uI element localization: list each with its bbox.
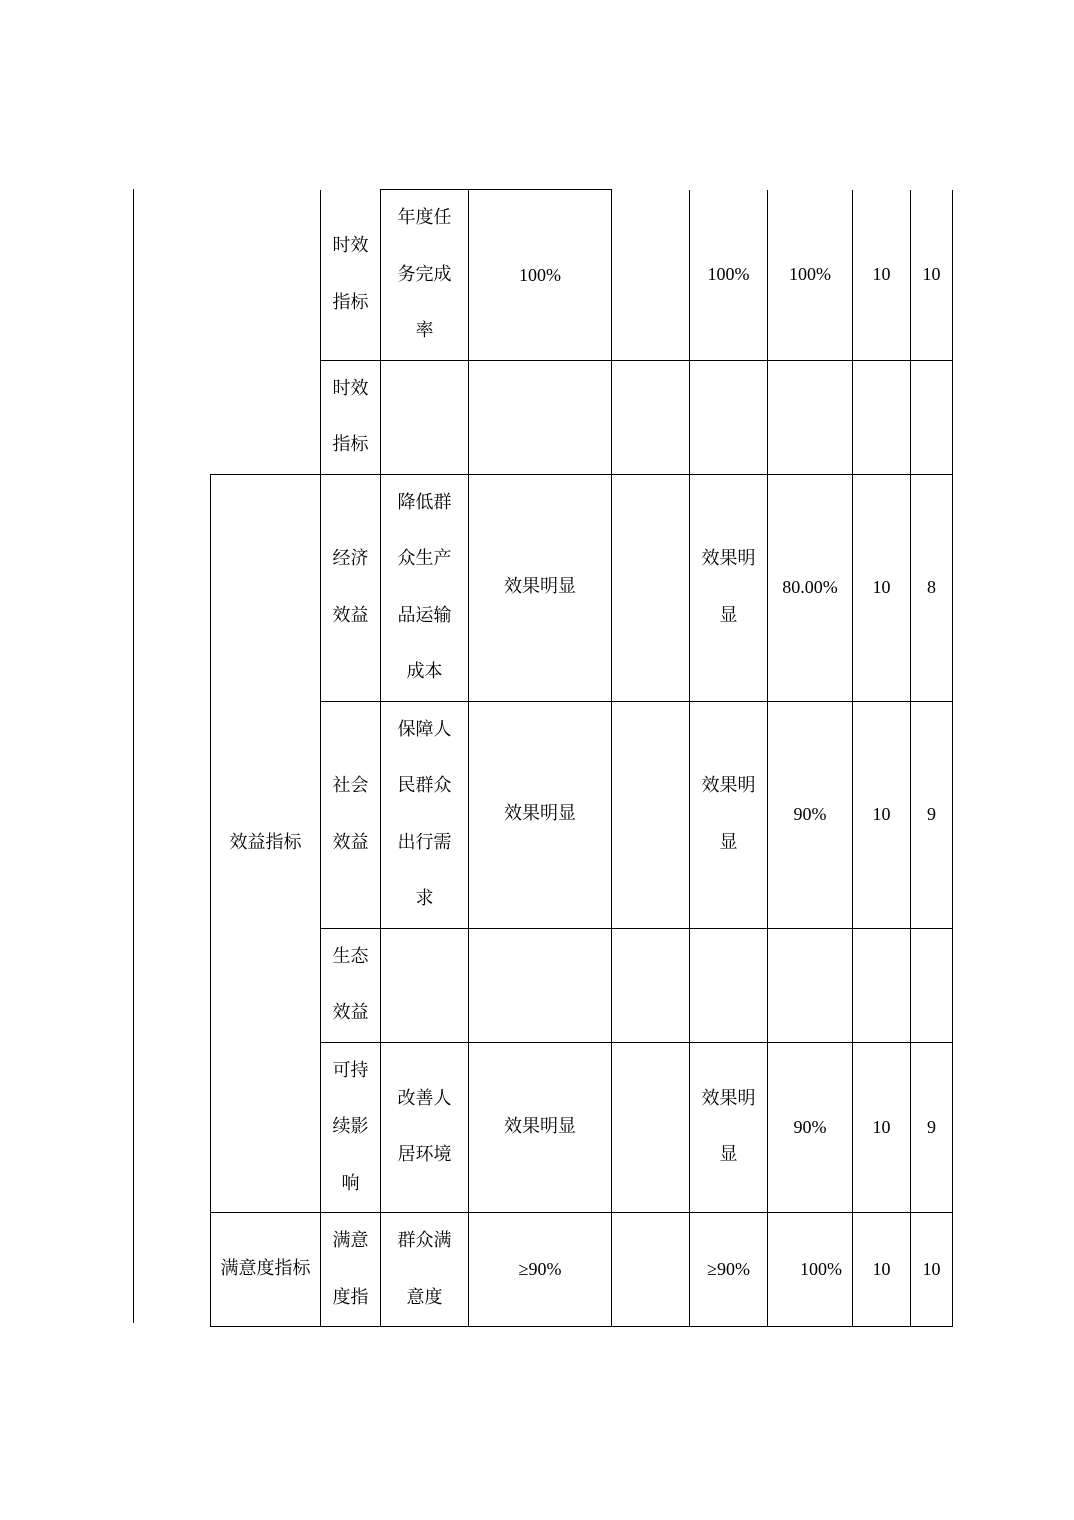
- score-cell: 10: [911, 1213, 953, 1327]
- blank-cell: [612, 1042, 690, 1213]
- target-value-cell: 效果明显: [469, 1042, 612, 1213]
- actual-value-cell: 效果明显: [690, 474, 768, 701]
- score-cell: 9: [911, 1042, 953, 1213]
- weight-cell: 10: [853, 1042, 911, 1213]
- blank-cell: [612, 928, 690, 1042]
- indicator-cell: 群众满意度: [381, 1213, 469, 1327]
- completion-rate-cell: 90%: [768, 701, 853, 928]
- subcategory-cell: 满意度指: [321, 1213, 381, 1327]
- subcategory-cell: 时效指标: [321, 190, 381, 361]
- weight-cell: 10: [853, 1213, 911, 1327]
- left-margin-line: [133, 189, 134, 1323]
- actual-value-cell: 效果明显: [690, 701, 768, 928]
- subcategory-cell: 生态效益: [321, 928, 381, 1042]
- score-cell: 9: [911, 701, 953, 928]
- weight-cell: 10: [853, 474, 911, 701]
- actual-value-cell: 效果明显: [690, 1042, 768, 1213]
- category-cell-empty: [211, 190, 321, 475]
- target-value-cell: [469, 928, 612, 1042]
- table-row: [211, 360, 953, 474]
- subcategory-cell: 时效指标: [321, 360, 381, 474]
- score-cell: 10: [911, 190, 953, 361]
- subcategory-cell: 经济效益: [321, 474, 381, 701]
- score-cell: 8: [911, 474, 953, 701]
- indicator-cell: 年度任务完成率: [381, 190, 469, 361]
- completion-rate-cell: [768, 360, 853, 474]
- completion-rate-cell: [768, 928, 853, 1042]
- actual-value-cell: [690, 360, 768, 474]
- score-cell: [911, 360, 953, 474]
- blank-cell: [612, 360, 690, 474]
- subcategory-cell: 社会效益: [321, 701, 381, 928]
- score-cell: [911, 928, 953, 1042]
- target-value-cell: 100%: [469, 190, 612, 361]
- table-row: [211, 1042, 953, 1213]
- indicator-cell: 降低群众生产品运输成本: [381, 474, 469, 701]
- blank-cell: [612, 1213, 690, 1327]
- target-value-cell: ≥90%: [469, 1213, 612, 1327]
- table-row: [211, 928, 953, 1042]
- completion-rate-cell: 100%: [768, 1213, 853, 1327]
- target-value-cell: [469, 360, 612, 474]
- weight-cell: 10: [853, 701, 911, 928]
- indicator-cell: [381, 360, 469, 474]
- weight-cell: [853, 360, 911, 474]
- indicator-cell: [381, 928, 469, 1042]
- table-row: [211, 1213, 953, 1327]
- blank-cell: [612, 701, 690, 928]
- actual-value-cell: [690, 928, 768, 1042]
- category-cell: 满意度指标: [211, 1213, 321, 1327]
- category-cell: 效益指标: [211, 474, 321, 1213]
- target-value-cell: 效果明显: [469, 474, 612, 701]
- weight-cell: 10: [853, 190, 911, 361]
- indicator-cell: 改善人居环境: [381, 1042, 469, 1213]
- blank-cell: [612, 190, 690, 361]
- blank-cell: [612, 474, 690, 701]
- actual-value-cell: ≥90%: [690, 1213, 768, 1327]
- completion-rate-cell: 100%: [768, 190, 853, 361]
- table-row: [211, 190, 953, 361]
- indicator-cell: 保障人民群众出行需求: [381, 701, 469, 928]
- table-row: [211, 701, 953, 928]
- table-row: [211, 474, 953, 701]
- weight-cell: [853, 928, 911, 1042]
- actual-value-cell: 100%: [690, 190, 768, 361]
- target-value-cell: 效果明显: [469, 701, 612, 928]
- completion-rate-cell: 80.00%: [768, 474, 853, 701]
- performance-indicator-table: [210, 189, 953, 1327]
- subcategory-cell: 可持续影响: [321, 1042, 381, 1213]
- completion-rate-cell: 90%: [768, 1042, 853, 1213]
